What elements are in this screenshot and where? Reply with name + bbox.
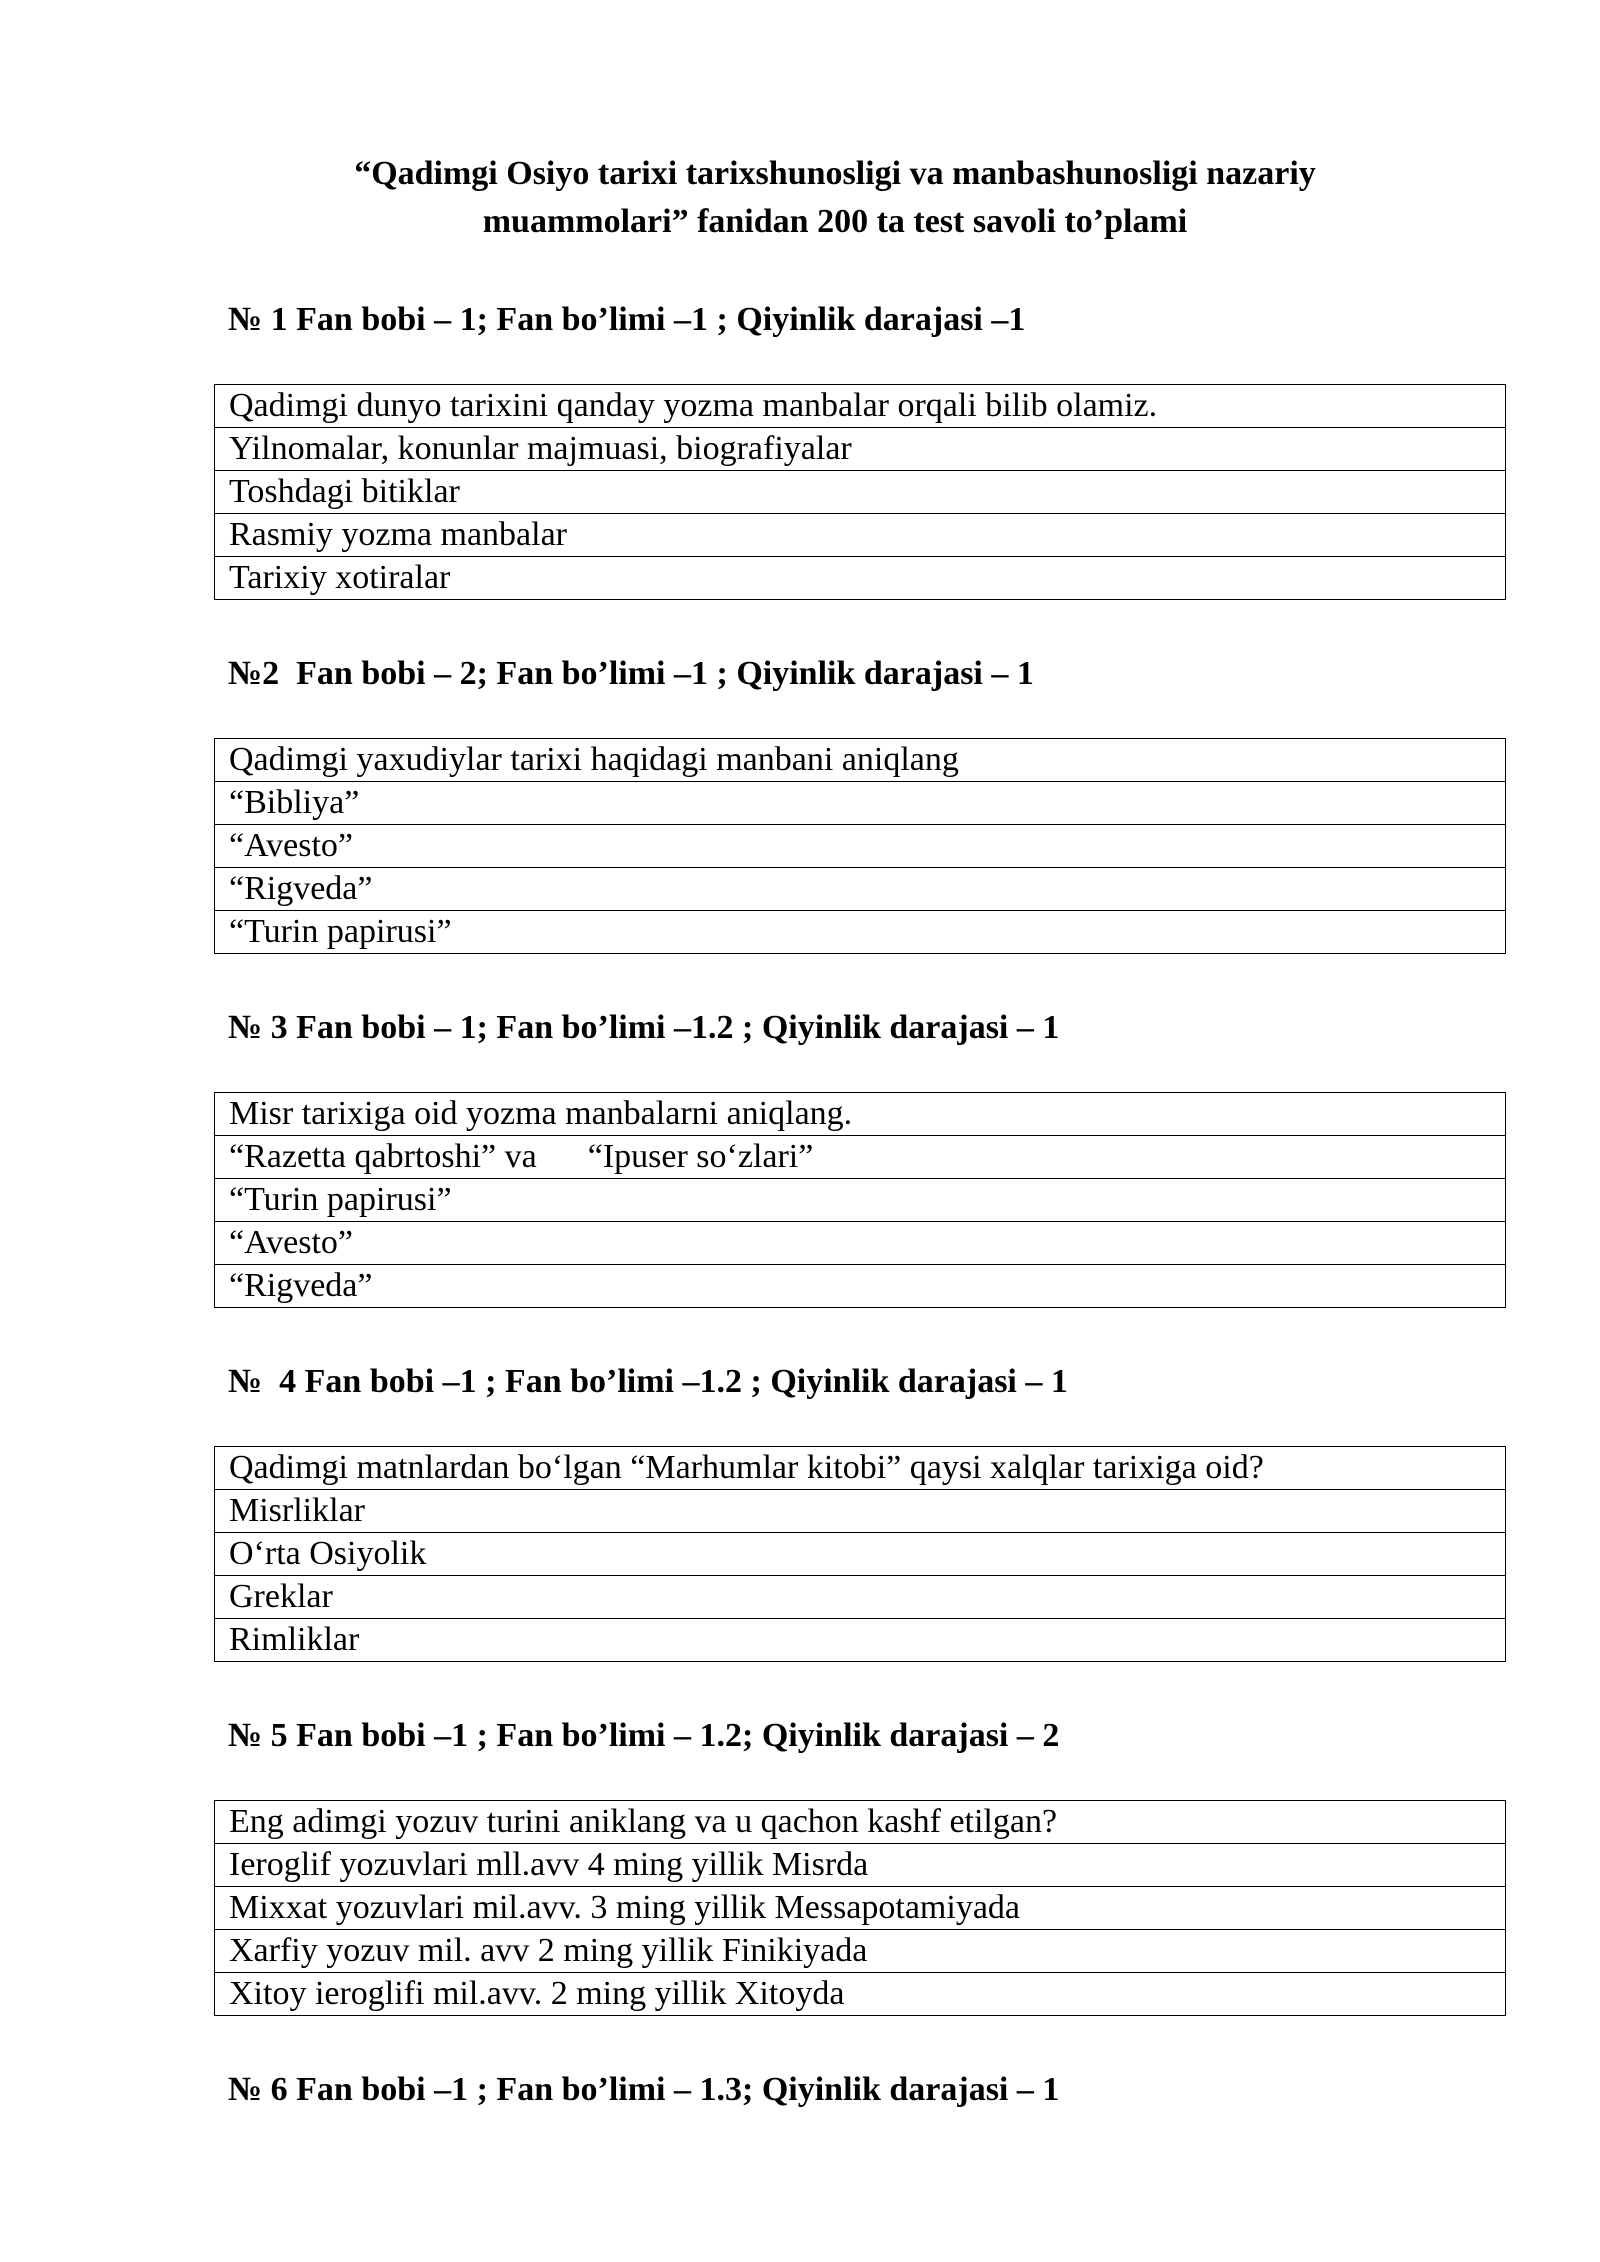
question-4-heading: № 4 Fan bobi –1 ; Fan bo’limi –1.2 ; Qiyinlik darajasi – 1 bbox=[228, 1363, 1068, 1400]
question-5-option-4: Xitoy ieroglifi mil.avv. 2 ming yillik Xitoyda bbox=[215, 1973, 1506, 2016]
question-5-prompt: Eng adimgi yozuv turini aniklang va u qachon kashf etilgan? bbox=[215, 1801, 1506, 1844]
question-1-option-3: Rasmiy yozma manbalar bbox=[215, 514, 1506, 557]
question-2-option-3: “Rigveda” bbox=[215, 868, 1506, 911]
question-5-option-1: Ieroglif yozuvlari mll.avv 4 ming yillik Misrda bbox=[215, 1844, 1506, 1887]
document-title-line-1: “Qadimgi Osiyo tarixi tarixshunosligi va manbashunosligi nazariy bbox=[354, 155, 1316, 192]
question-4-table bbox=[214, 1446, 1506, 1662]
question-3-option-3: “Avesto” bbox=[215, 1222, 1506, 1265]
question-4-option-4: Rimliklar bbox=[215, 1619, 1506, 1662]
question-2-table bbox=[214, 738, 1506, 954]
question-3-option-1: “Razetta qabrtoshi” va “Ipuser so‘zlari” bbox=[215, 1136, 1506, 1179]
question-3-prompt: Misr tarixiga oid yozma manbalarni aniqlang. bbox=[215, 1093, 1506, 1136]
question-1-option-2: Toshdagi bitiklar bbox=[215, 471, 1506, 514]
question-5-table bbox=[214, 1800, 1506, 2016]
question-1-table bbox=[214, 384, 1506, 600]
question-1-prompt: Qadimgi dunyo tarixini qanday yozma manbalar orqali bilib olamiz. bbox=[215, 385, 1506, 428]
document-title bbox=[280, 150, 1390, 246]
question-3-option-4: “Rigveda” bbox=[215, 1265, 1506, 1308]
question-3-table bbox=[214, 1092, 1506, 1308]
question-2-prompt: Qadimgi yaxudiylar tarixi haqidagi manbani aniqlang bbox=[215, 739, 1506, 782]
question-1-option-1: Yilnomalar, konunlar majmuasi, biografiyalar bbox=[215, 428, 1506, 471]
question-2-option-1: “Bibliya” bbox=[215, 782, 1506, 825]
question-1-heading: № 1 Fan bobi – 1; Fan bo’limi –1 ; Qiyinlik darajasi –1 bbox=[228, 301, 1026, 338]
question-3-option-2: “Turin papirusi” bbox=[215, 1179, 1506, 1222]
question-5-option-2: Mixxat yozuvlari mil.avv. 3 ming yillik Messapotamiyada bbox=[215, 1887, 1506, 1930]
question-6-heading: № 6 Fan bobi –1 ; Fan bo’limi – 1.3; Qiyinlik darajasi – 1 bbox=[228, 2071, 1060, 2108]
question-2-heading: №2 Fan bobi – 2; Fan bo’limi –1 ; Qiyinlik darajasi – 1 bbox=[228, 655, 1034, 692]
question-2-option-4: “Turin papirusi” bbox=[215, 911, 1506, 954]
question-1-option-4: Tarixiy xotiralar bbox=[215, 557, 1506, 600]
question-2-option-2: “Avesto” bbox=[215, 825, 1506, 868]
question-5-heading: № 5 Fan bobi –1 ; Fan bo’limi – 1.2; Qiyinlik darajasi – 2 bbox=[228, 1717, 1060, 1754]
document-title-line-2: muammolari” fanidan 200 ta test savoli to’plami bbox=[482, 203, 1188, 240]
question-4-option-1: Misrliklar bbox=[215, 1490, 1506, 1533]
question-4-option-2: O‘rta Osiyolik bbox=[215, 1533, 1506, 1576]
question-5-option-3: Xarfiy yozuv mil. avv 2 ming yillik Finikiyada bbox=[215, 1930, 1506, 1973]
question-3-heading: № 3 Fan bobi – 1; Fan bo’limi –1.2 ; Qiyinlik darajasi – 1 bbox=[228, 1009, 1060, 1046]
question-4-option-3: Greklar bbox=[215, 1576, 1506, 1619]
question-4-prompt: Qadimgi matnlardan bo‘lgan “Marhumlar kitobi” qaysi xalqlar tarixiga oid? bbox=[215, 1447, 1506, 1490]
